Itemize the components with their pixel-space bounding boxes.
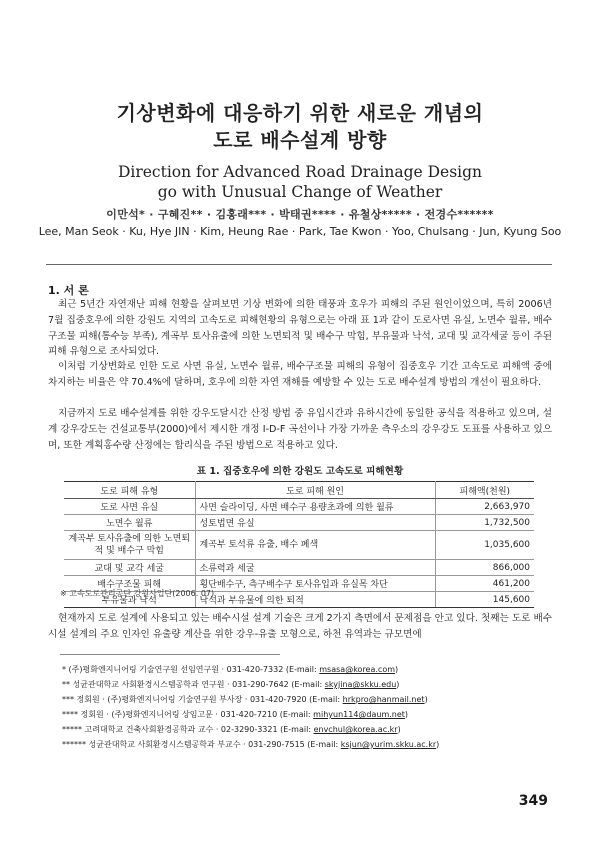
footnotes (62, 662, 542, 752)
footnote-close: ) (424, 695, 428, 704)
cell-type: 노면수 월류 (64, 515, 195, 531)
email-link[interactable]: envchul@korea.ac.kr (313, 725, 398, 734)
table-header-row (64, 482, 534, 499)
footnote-text: 성균관대학교 사회환경시스템공학과 부교수 · 031-290-7515 (E-mail: (88, 740, 341, 749)
column-header-amount: 피해액(천원) (435, 482, 534, 499)
footnote-item (62, 737, 542, 752)
footnote-marks: * (62, 665, 66, 674)
table-source-note: ※ 고속도로관리공단 강원사업단(2006. 07) (60, 589, 215, 598)
title-korean-line-1: 기상변화에 대응하기 위한 새로운 개념의 (116, 101, 484, 125)
header-divider (46, 264, 552, 265)
paragraph-3: 지금까지 도로 배수설계를 위한 강우도달시간 산정 방법 중 유입시간과 유하시간에 동일한 공식을 적용하고 있으며, 설계 강우강도는 건설교통부(2000)에서 제시한 개정 I-D-F 곡선이나 가장 가까운 측우소의 강우강도 도표를 사용하고 있으며, 또한 계획홍수량 산정에는 합리식을 주된 방법으로 적용하고 있다. (48, 408, 552, 451)
footnote-close: ) (404, 710, 409, 719)
footnote-marks: **** (62, 710, 78, 719)
table-row (64, 515, 534, 531)
footnote-text: 정회원 · (주)평화엔지니어링 기술연구원 부사장 · 031-420-7920 (E-mail: (76, 695, 343, 704)
email-link[interactable]: mihyun114@daum.net (313, 710, 405, 719)
footnote-marks: ***** (62, 725, 82, 734)
cell-type: 배수구조물 피해 (64, 576, 195, 592)
email-link[interactable]: ksjun@yurim.skku.ac.kr (340, 740, 437, 749)
cell-cause: 사면 슬라이딩, 사면 배수구 용량초과에 의한 월류 (195, 499, 435, 515)
title-english-line-2: go with Unusual Change of Weather (157, 183, 443, 201)
column-header-type: 도로 피해 유형 (64, 482, 195, 499)
authors-korean: 이만석* · 구혜진** · 김홍래*** · 박태권**** · 유철상***** · 전경수****** (106, 208, 494, 221)
paragraph-2: 이처럼 기상변화로 인한 도로 사면 유실, 노면수 월류, 배수구조물 피해의 유형이 집중호우 기간 고속도로 피해액 중에 차지하는 비율은 약 70.4%에 달하며, 호우에 의한 자연 재해를 예방할 수 있는 도로 배수설계 방법의 개선이 필요하다. (48, 361, 552, 388)
footnote-divider (60, 654, 280, 655)
title-english-line-1: Direction for Advanced Road Drainage Design (117, 163, 483, 181)
cell-cause: 성토법면 유실 (195, 515, 435, 531)
email-link[interactable]: hrkpro@hanmail.net (342, 695, 425, 704)
cell-amount: 1,035,600 (435, 531, 534, 560)
page-number: 349 (518, 793, 548, 809)
paragraph-4: 현재까지 도로 설계에 사용되고 있는 배수시설 설계 기술은 크게 2가지 측면에서 문제점을 안고 있다. 첫째는 도로 배수시설 설계의 주요 인자인 유출량 계산을 위한 강우-유출 모형으로, 하천 유역과는 규모면에 (48, 613, 552, 640)
authors-english: Lee, Man Seok · Ku, Hye JIN · Kim, Heung Rae · Park, Tae Kwon · Yoo, Chulsang · Jun, Kyung Soo (38, 225, 562, 238)
cell-type: 부유물과 낙석 (64, 592, 195, 608)
footnote-marks: ****** (62, 740, 86, 749)
footnote-item (62, 692, 542, 707)
paragraph-1: 최근 5년간 자연재난 피해 현황을 살펴보면 기상 변화에 의한 태풍과 호우가 피해의 주된 원인이었으며, 특히 2006년 7월 집중호우에 의한 강원도 지역의 고속도로 피해현황의 유형으로는 아래 표 1과 같이 도로사면 유실, 노면수 월류, 배수구조물 피해(통수능 부족), 계곡부 토사유출에 의한 노면퇴적 및 배수구 막힘, 부유물과 낙석, 교대 및 교각세굴 등이 주된 피해 유형으로 조사되었다. (48, 299, 552, 358)
footnote-item (62, 722, 542, 737)
table-row (64, 531, 534, 560)
cell-type: 도로 사면 유실 (64, 499, 195, 515)
cell-amount: 461,200 (435, 576, 534, 592)
column-header-cause: 도로 피해 원인 (195, 482, 435, 499)
cell-amount: 866,000 (435, 560, 534, 576)
email-link[interactable]: msasa@korea.com (319, 665, 396, 674)
cell-cause: 횡단배수구, 측구배수구 토사유입과 유실목 차단 (195, 576, 435, 592)
table-row (64, 499, 534, 515)
cell-amount: 2,663,970 (435, 499, 534, 515)
footnote-close: ) (396, 680, 400, 689)
footnote-text: 성균관대학교 사회환경시스템공학과 연구원 · 031-290-7642 (E-mail: (72, 680, 325, 689)
footnote-item (62, 662, 542, 677)
cell-cause: 소류력과 세굴 (195, 560, 435, 576)
email-link[interactable]: skyjina@skku.edu (324, 680, 397, 689)
footnote-marks: *** (62, 695, 74, 704)
footnote-text: (주)평화엔지니어링 기술연구원 선임연구원 · 031-420-7332 (E-mail: (68, 665, 320, 674)
footnote-close: ) (436, 740, 440, 749)
footnote-text: 정회원 · (주)평화엔지니어링 상임고문 · 031-420-7210 (E-mail: (80, 710, 314, 719)
cell-amount: 1,732,500 (435, 515, 534, 531)
footnote-marks: ** (62, 680, 70, 689)
footnote-close: ) (397, 725, 401, 734)
cell-cause: 낙석과 부유물에 의한 퇴적 (195, 592, 435, 608)
footnote-text: 고려대학교 건축사회환경공학과 교수 · 02-3290-3321 (E-mail: (84, 725, 314, 734)
title-korean-line-2: 도로 배수설계 방향 (213, 128, 387, 152)
footnote-item (62, 677, 542, 692)
footnote-item (62, 707, 542, 722)
table-row (64, 560, 534, 576)
cell-amount: 145,600 (435, 592, 534, 608)
cell-cause: 계곡부 토석류 유출, 배수 폐색 (195, 531, 435, 560)
section-heading: 1. 서 론 (48, 284, 89, 297)
cell-type: 교대 및 교각 세굴 (64, 560, 195, 576)
table-caption: 표 1. 집중호우에 의한 강원도 고속도로 피해현황 (196, 466, 404, 477)
cell-type: 계곡부 토사유출에 의한 노면퇴적 및 배수구 막힘 (64, 531, 195, 560)
footnote-close: ) (395, 665, 399, 674)
